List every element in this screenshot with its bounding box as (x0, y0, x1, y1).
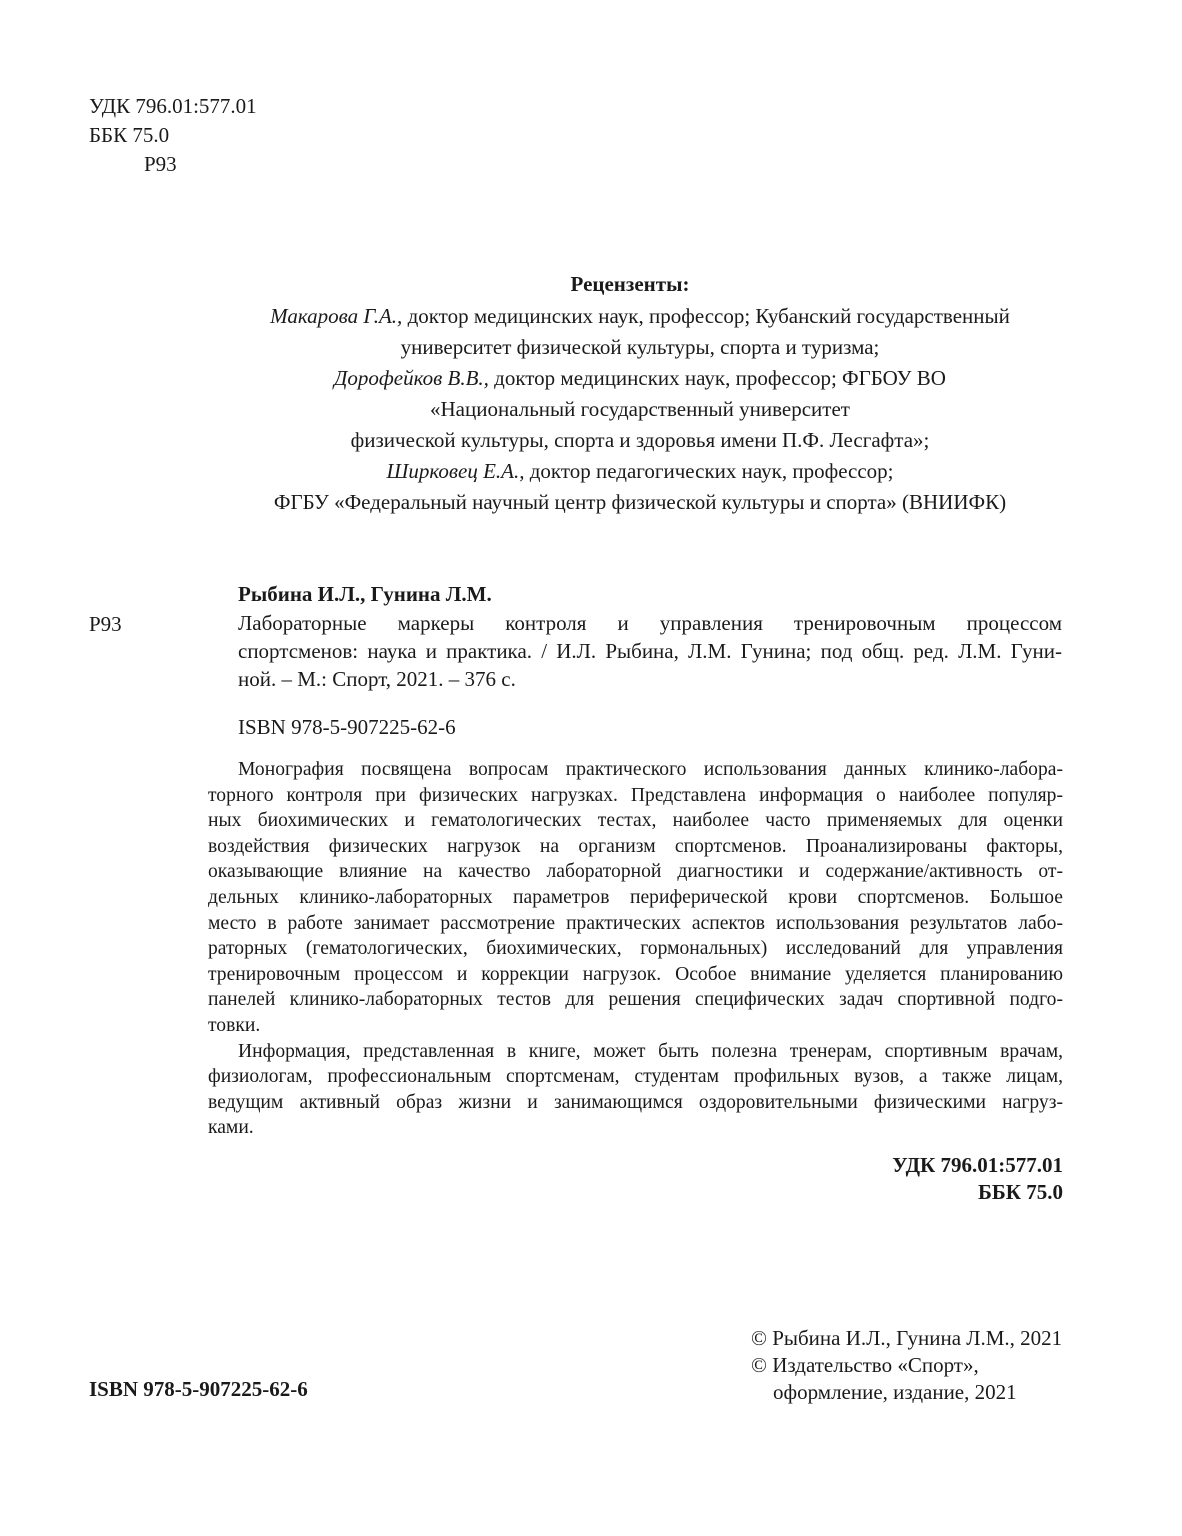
catalog-author-mark: Р93 (89, 612, 122, 636)
author-mark: Р93 (144, 152, 177, 176)
classification-codes-top (89, 92, 257, 179)
copyright-line: © Издательство «Спорт», (751, 1353, 979, 1377)
reviewer-text: университет физической культуры, спорта и туризма; (400, 335, 880, 359)
abstract-line: товки. (208, 1014, 261, 1036)
biblio-line: Лабораторные маркеры контроля и управления тренировочным процессом (238, 611, 1062, 635)
biblio-line: спортсменов: наука и практика. / И.Л. Рыбина, Л.М. Гунина; под общ. ред. Л.М. Гуни- (238, 639, 1062, 663)
abstract-line: физиологам, профессиональным спортсменам, студентам профильных вузов, а также лицам, (208, 1066, 1063, 1088)
reviewer-line (180, 487, 1100, 518)
abstract-line: оказывающие влияние на качество лабораторной диагностики и содержание/активность от- (208, 861, 1063, 883)
reviewer-text: доктор медицинских наук, профессор; Кубанский государственный (402, 304, 1010, 328)
abstract-line: воздействия физических нагрузок на организм спортсменов. Проанализированы факторы, (208, 835, 1063, 857)
abstract-paragraph-2 (208, 1039, 1063, 1141)
bbk-code: ББК 75.0 (89, 123, 170, 147)
abstract-line: торного контроля при физических нагрузках. Представлена информация о наиболее популяр- (208, 784, 1063, 806)
reviewer-name: Макарова Г.А., (270, 304, 403, 328)
reviewer-text: ФГБУ «Федеральный научный центр физической культуры и спорта» (ВНИИФК) (273, 490, 1007, 514)
reviewer-text: физической культуры, спорта и здоровья имени П.Ф. Лесгафта»; (350, 428, 930, 452)
classification-codes-bottom (880, 1152, 1063, 1206)
reviewers-heading: Рецензенты: (570, 272, 690, 296)
abstract-paragraph-1 (208, 757, 1063, 1039)
bibliographic-description (238, 609, 1062, 693)
isbn-bottom: ISBN 978-5-907225-62-6 (89, 1377, 308, 1401)
abstract-line: место в работе занимает рассмотрение практических аспектов использования результатов лабо- (208, 912, 1063, 934)
abstract-line: ками. (208, 1117, 254, 1139)
udk-code: УДК 796.01:577.01 (892, 1153, 1063, 1177)
isbn-catalog: ISBN 978-5-907225-62-6 (238, 715, 456, 739)
bbk-code: ББК 75.0 (978, 1180, 1063, 1204)
reviewer-line (180, 456, 1100, 487)
abstract-line: тренировочным процессом и коррекции нагрузок. Особое внимание уделяется планированию (208, 963, 1063, 985)
abstract-line: раторных (гематологических, биохимических, гормональных) исследований для управления (208, 938, 1063, 960)
abstract-line: Информация, представленная в книге, может быть полезна тренерам, спортивным врачам, (238, 1040, 1063, 1062)
reviewer-name: Ширковец Е.А., (386, 459, 525, 483)
copyright-line: оформление, издание, 2021 (773, 1380, 1017, 1404)
copyright-line: © Рыбина И.Л., Гунина Л.М., 2021 (751, 1326, 1063, 1350)
abstract-line: ных биохимических и гематологических тестах, наиболее часто применяемых для оценки (208, 810, 1063, 832)
reviewer-line (180, 332, 1100, 363)
abstract-line: Монография посвящена вопросам практического использования данных клинико-лабора- (238, 759, 1063, 780)
reviewer-text: доктор педагогических наук, профессор; (524, 459, 894, 483)
reviewer-line (180, 363, 1100, 394)
reviewer-text: доктор медицинских наук, профессор; ФГБОУ ВО (488, 366, 946, 390)
reviewer-line (180, 394, 1100, 425)
reviewer-line (180, 301, 1100, 332)
copyright-block (751, 1325, 1062, 1406)
abstract-line: дельных клинико-лабораторных параметров периферической крови спортсменов. Большое (208, 886, 1063, 908)
udk-code: УДК 796.01:577.01 (89, 94, 257, 118)
biblio-line: ной. – М.: Спорт, 2021. – 376 с. (238, 667, 516, 691)
reviewer-name: Дорофейков В.В., (334, 366, 489, 390)
abstract (208, 757, 1063, 1141)
reviewers-block (180, 267, 1100, 518)
reviewer-text: «Национальный государственный университет (430, 397, 850, 421)
abstract-line: панелей клинико-лабораторных тестов для решения специфических задач спортивной подго- (208, 989, 1063, 1011)
book-authors: Рыбина И.Л., Гунина Л.М. (238, 582, 492, 606)
reviewer-line (180, 425, 1100, 456)
abstract-line: ведущим активный образ жизни и занимающимся оздоровительными физическими нагруз- (208, 1091, 1063, 1113)
